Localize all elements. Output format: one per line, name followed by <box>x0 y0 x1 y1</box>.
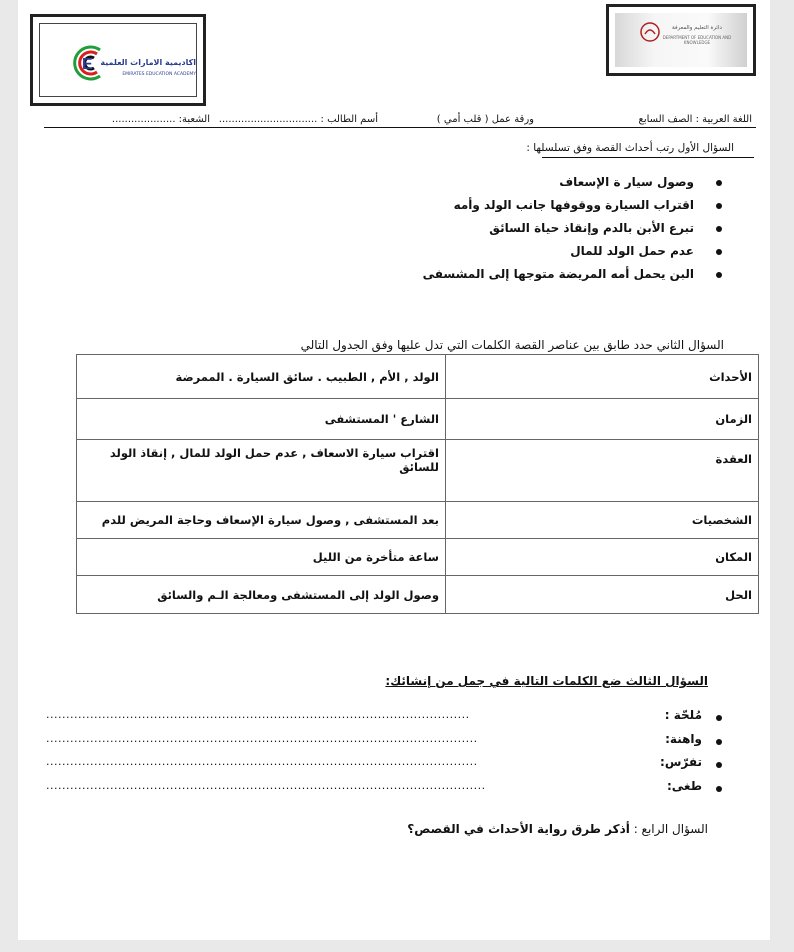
header-divider <box>44 127 756 128</box>
row-value: الولد , الأم , الطبيب . سائق السيارة . الممرضة <box>77 355 446 399</box>
table-row <box>77 576 759 614</box>
bullet-icon <box>716 786 722 792</box>
row-value: اقتراب سيارة الاسعاف , عدم حمل الولد للمال , إنقاذ الولد للسائق <box>77 440 446 502</box>
row-label: الشخصيات <box>446 502 759 539</box>
table-row <box>77 502 759 539</box>
list-item: وصول سيار ة الإسعاف <box>402 175 722 198</box>
q3-item <box>42 732 722 752</box>
q4-label: السؤال الرابع : <box>633 822 708 836</box>
table-row <box>77 440 759 502</box>
row-value: ساعة متأخرة من الليل <box>77 539 446 576</box>
academy-logo <box>30 14 206 106</box>
department-name-en: DEPARTMENT OF EDUCATION AND KNOWLEDGE <box>662 35 732 45</box>
table-row <box>77 399 759 440</box>
bullet-icon <box>716 203 722 209</box>
academy-name-ar: اكاديمية الامارات العلمية <box>100 58 196 67</box>
q3-item <box>42 755 722 775</box>
q4-question <box>407 822 708 836</box>
answer-line[interactable]: ............................................................................................................ <box>46 755 478 768</box>
bullet-icon <box>716 762 722 768</box>
q3-title: السؤال الثالث ضع الكلمات التالية في جمل من إنشائك: <box>385 674 708 688</box>
section-field: الشعبة: .................... <box>111 114 210 125</box>
worksheet-title: ورقة عمل ( قلب أمي ) <box>436 114 534 125</box>
row-label: المكان <box>446 539 759 576</box>
department-logo <box>606 4 756 76</box>
list-item: عدم حمل الولد للمال <box>402 244 722 267</box>
q2-title: السؤال الثاني حدد طابق بين عناصر القصة الكلمات التي تدل عليها وفق الجدول التالي <box>300 338 724 352</box>
q1-underline <box>542 157 754 158</box>
answer-line[interactable]: .............................................................................................................. <box>46 779 486 792</box>
row-label: العقدة <box>446 440 759 502</box>
q3-item <box>42 708 722 728</box>
story-elements-table <box>76 354 759 614</box>
bullet-icon <box>716 249 722 255</box>
department-name-ar: دائرة التعليم والمعرفة <box>672 25 722 31</box>
q1-list <box>402 175 722 290</box>
row-label: الحل <box>446 576 759 614</box>
q1-title: السؤال الأول رتب أحداث القصة وفق تسلسلها : <box>526 142 734 154</box>
q3-word: مُلحّة : <box>664 708 702 722</box>
student-name-field: أسم الطالب : ............................... <box>218 114 378 125</box>
bullet-icon <box>716 715 722 721</box>
bullet-icon <box>716 739 722 745</box>
answer-line[interactable]: ............................................................................................................ <box>46 732 478 745</box>
answer-line[interactable]: .......................................................................................................... <box>46 708 470 721</box>
bullet-icon <box>716 180 722 186</box>
list-item: تبرع الأبن بالدم وإنقاذ حياة السائق <box>402 221 722 244</box>
row-value: الشارع ' المستشفى <box>77 399 446 440</box>
table-row <box>77 539 759 576</box>
bullet-icon <box>716 226 722 232</box>
table-row <box>77 355 759 399</box>
subject-label: اللغة العربية : الصف السابع <box>638 114 752 125</box>
row-label: الزمان <box>446 399 759 440</box>
q3-word: واهنة: <box>665 732 702 746</box>
row-value: وصول الولد إلى المستشفى ومعالجة الـم والسائق <box>77 576 446 614</box>
q4-text: أذكر طرق رواية الأحداث في القصص؟ <box>407 822 630 836</box>
bullet-icon <box>716 272 722 278</box>
row-label: الأحداث <box>446 355 759 399</box>
row-value: بعد المستشفى , وصول سيارة الإسعاف وحاجة المريض للدم <box>77 502 446 539</box>
q3-word: تفرّس: <box>660 755 702 769</box>
list-item: البن يحمل أمه المريضة متوجها إلى المشسفى <box>402 267 722 290</box>
academy-name-en: EMIRATES EDUCATION ACADEMY <box>122 72 196 77</box>
q3-word: طغى: <box>666 779 702 793</box>
q3-item <box>42 779 722 799</box>
list-item: اقتراب السيارة ووقوفها جانب الولد وأمه <box>402 198 722 221</box>
worksheet-page <box>18 0 770 940</box>
svg-text:E: E <box>82 56 93 73</box>
